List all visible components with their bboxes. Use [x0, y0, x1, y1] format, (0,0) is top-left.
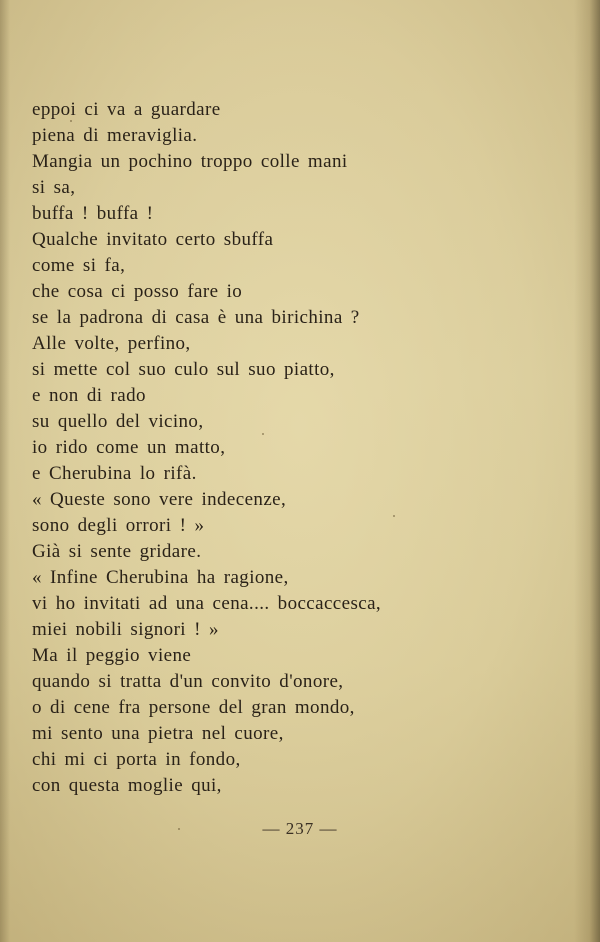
- page-edge-shadow: [574, 0, 600, 942]
- poem-line: se la padrona di casa è una birichina ?: [32, 307, 360, 328]
- poem-line: « Queste sono vere indecenze,: [32, 489, 287, 510]
- poem-line: e non di rado: [32, 385, 146, 406]
- poem-line: mi sento una pietra nel cuore,: [32, 723, 284, 744]
- poem-line: piena di meraviglia.: [32, 125, 198, 146]
- page-number: — 237 —: [262, 819, 338, 838]
- poem-line: si mette col suo culo sul suo piatto,: [32, 359, 335, 380]
- poem-line: con questa moglie qui,: [32, 775, 222, 796]
- poem-line: su quello del vicino,: [32, 411, 204, 432]
- poem-line: Qualche invitato certo sbuffa: [32, 229, 274, 250]
- poem-line: o di cene fra persone del gran mondo,: [32, 697, 355, 718]
- poem-line: « Infine Cherubina ha ragione,: [32, 567, 289, 588]
- page-gutter-shadow: [0, 0, 10, 942]
- poem-line: Ma il peggio viene: [32, 645, 192, 666]
- paper-speck: [262, 433, 264, 435]
- poem-line: che cosa ci posso fare io: [32, 281, 243, 302]
- poem-line: si sa,: [32, 177, 76, 198]
- poem-line: come si fa,: [32, 255, 126, 276]
- paper-speck: [70, 120, 72, 122]
- poem-line: chi mi ci porta in fondo,: [32, 749, 241, 770]
- poem-line: io rido come un matto,: [32, 437, 226, 458]
- poem-line: eppoi ci va a guardare: [32, 99, 221, 120]
- poem-line: e Cherubina lo rifà.: [32, 463, 197, 484]
- paper-speck: [393, 515, 395, 517]
- poem-line: quando si tratta d'un convito d'onore,: [32, 671, 344, 692]
- poem-line: Già si sente gridare.: [32, 541, 202, 562]
- poem-line: buffa ! buffa !: [32, 203, 154, 224]
- poem-line: sono degli orrori ! »: [32, 515, 205, 536]
- poem-line: vi ho invitati ad una cena.... boccaccesca,: [32, 593, 382, 614]
- poem-line: Mangia un pochino troppo colle mani: [32, 151, 348, 172]
- poem-text: [32, 97, 381, 799]
- poem-line: miei nobili signori ! »: [32, 619, 219, 640]
- poem-line: Alle volte, perfino,: [32, 333, 191, 354]
- paper-speck: [178, 828, 180, 830]
